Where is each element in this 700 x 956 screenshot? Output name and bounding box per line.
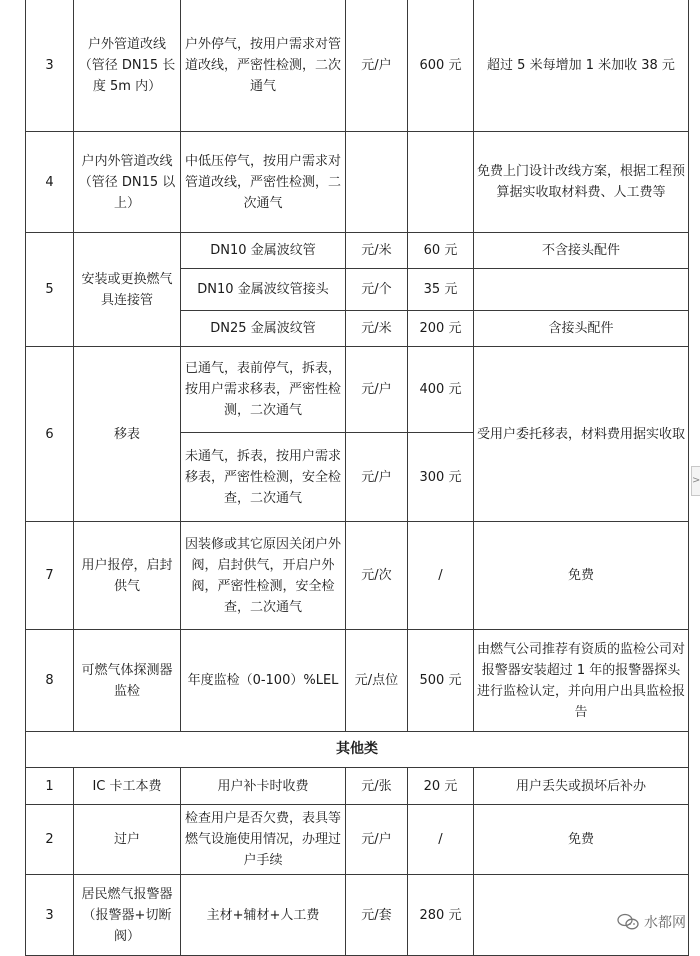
unit: 元/米 xyxy=(346,233,408,269)
service-content: DN10 金属波纹管 xyxy=(181,233,346,269)
price: 35 元 xyxy=(408,269,474,311)
price: 600 元 xyxy=(408,0,474,132)
remark: 受用户委托移表，材料费用据实收取 xyxy=(474,347,689,522)
watermark-text: 水都网 xyxy=(644,915,686,931)
price: 500 元 xyxy=(408,630,474,732)
service-content: 主材+辅材+人工费 xyxy=(181,875,346,956)
unit: 元/张 xyxy=(346,768,408,805)
service-content: 年度监检（0-100）%LEL xyxy=(181,630,346,732)
row-number: 8 xyxy=(26,630,74,732)
unit: 元/户 xyxy=(346,433,408,522)
remark: 免费上门设计改线方案，根据工程预算据实收取材料费、人工费等 xyxy=(474,132,689,233)
price: 20 元 xyxy=(408,768,474,805)
table-row xyxy=(26,805,689,875)
item-name: 用户报停，启封供气 xyxy=(74,522,181,630)
service-content: DN25 金属波纹管 xyxy=(181,311,346,347)
service-content: 中低压停气，按用户需求对管道改线，严密性检测，二次通气 xyxy=(181,132,346,233)
service-content: 未通气，拆表，按用户需求移表，严密性检测，安全检查，二次通气 xyxy=(181,433,346,522)
unit: 元/套 xyxy=(346,875,408,956)
remark: 由燃气公司推荐有资质的监检公司对报警器安装超过 1 年的报警器探头进行监检认定，并向用户出具监检报告 xyxy=(474,630,689,732)
unit: 元/个 xyxy=(346,269,408,311)
unit: 元/点位 xyxy=(346,630,408,732)
fee-table xyxy=(25,0,689,956)
row-number: 3 xyxy=(26,875,74,956)
remark: 用户丢失或损坏后补办 xyxy=(474,768,689,805)
remark: 不含接头配件 xyxy=(474,233,689,269)
table-row xyxy=(26,630,689,732)
table-row xyxy=(26,0,689,132)
table-row xyxy=(26,768,689,805)
price: 300 元 xyxy=(408,433,474,522)
row-number: 5 xyxy=(26,233,74,347)
price xyxy=(408,132,474,233)
item-name: 户内外管道改线（管径 DN15 以上） xyxy=(74,132,181,233)
unit: 元/户 xyxy=(346,347,408,433)
price: 280 元 xyxy=(408,875,474,956)
unit xyxy=(346,132,408,233)
table-row xyxy=(26,132,689,233)
row-number: 3 xyxy=(26,0,74,132)
service-content: 已通气，表前停气，拆表，按用户需求移表，严密性检测，二次通气 xyxy=(181,347,346,433)
service-content: 因装修或其它原因关闭户外阀，启封供气，开启户外阀，严密性检测，安全检查，二次通气 xyxy=(181,522,346,630)
unit: 元/米 xyxy=(346,311,408,347)
unit: 元/户 xyxy=(346,805,408,875)
item-name: 户外管道改线（管径 DN15 长度 5m 内） xyxy=(74,0,181,132)
item-name: 可燃气体探测器监检 xyxy=(74,630,181,732)
row-number: 7 xyxy=(26,522,74,630)
service-content: 检查用户是否欠费，表具等燃气设施使用情况，办理过户手续 xyxy=(181,805,346,875)
item-name: 过户 xyxy=(74,805,181,875)
unit: 元/次 xyxy=(346,522,408,630)
section-title: 其他类 xyxy=(26,732,689,768)
item-name: 安装或更换燃气具连接管 xyxy=(74,233,181,347)
row-number: 6 xyxy=(26,347,74,522)
row-number: 2 xyxy=(26,805,74,875)
service-content: 户外停气，按用户需求对管道改线，严密性检测，二次通气 xyxy=(181,0,346,132)
row-number: 1 xyxy=(26,768,74,805)
item-name: 居民燃气报警器（报警器+切断阀） xyxy=(74,875,181,956)
table-row xyxy=(26,522,689,630)
remark: 免费 xyxy=(474,805,689,875)
item-name: IC 卡工本费 xyxy=(74,768,181,805)
item-name: 移表 xyxy=(74,347,181,522)
row-number: 4 xyxy=(26,132,74,233)
table-row xyxy=(26,347,689,433)
price: 60 元 xyxy=(408,233,474,269)
price: / xyxy=(408,522,474,630)
watermark xyxy=(617,912,686,932)
price: 400 元 xyxy=(408,347,474,433)
table-row xyxy=(26,875,689,956)
service-content: DN10 金属波纹管接头 xyxy=(181,269,346,311)
price: 200 元 xyxy=(408,311,474,347)
remark xyxy=(474,269,689,311)
unit: 元/户 xyxy=(346,0,408,132)
remark: 免费 xyxy=(474,522,689,630)
remark: 超过 5 米每增加 1 米加收 38 元 xyxy=(474,0,689,132)
price: / xyxy=(408,805,474,875)
collapse-handle[interactable]: > xyxy=(691,466,700,496)
table-row xyxy=(26,233,689,269)
chat-bubble-icon xyxy=(617,913,639,931)
section-header-row xyxy=(26,732,689,768)
remark: 含接头配件 xyxy=(474,311,689,347)
service-content: 用户补卡时收费 xyxy=(181,768,346,805)
